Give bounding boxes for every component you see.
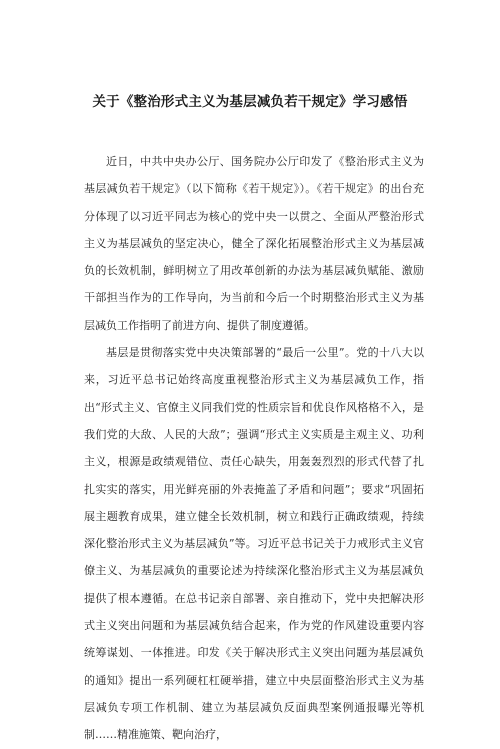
document-title: 关于《整治形式主义为基层减负若干规定》学习感悟 [92,94,408,110]
paragraph-1: 近日，中共中央办公厅、国务院办公厅印发了《整治形式主义为基层减负若干规定》（以下简称《若干规定》）。《若干规定》的出台充分体现了以习近平同志为核心的党中央一以贯之、全面从严整治形式主义为基层减负的坚定决心，健全了深化拓展整治形式主义为基层减负的长效机制，鲜明树立了用改革创新的办法为基层减负赋能、激励干部担当作为的工作导向，为当前和今后一个时期整治形式主义为基层减负工作指明了前进方向、提供了制度遵循。 [84,155,424,332]
document-body [84,148,424,749]
paragraph-2: 基层是贯彻落实党中央决策部署的“最后一公里”。党的十八大以来，习近平总书记始终高度重视整治形式主义为基层减负工作，指出“形式主义、官僚主义同我们党的性质宗旨和优良作风格格不入，是我们党的大敌、人民的大敌”；强调“形式主义实质是主观主义、功利主义，根源是政绩观错位、责任心缺失，用轰轰烈烈的形式代替了扎扎实实的落实，用光鲜亮丽的外表掩盖了矛盾和问题”；要求“巩固拓展主题教育成果，建立健全长效机制，树立和践行正确政绩观，持续深化整治形式主义为基层减负”等。习近平总书记关于力戒形式主义官僚主义、为基层减负的重要论述为持续深化整治形式主义为基层减负提供了根本遵循。在总书记亲自部署、亲自推动下，党中央把解决形式主义突出问题和为基层减负结合起来，作为党的作风建设重要内容统筹谋划、一体推进。印发《关于解决形式主义突出问题为基层减负的通知》提出一系列硬杠杠硬举措，建立中央层面整治形式主义为基层减负专项工作机制、建立为基层减负反面典型案例通报曝光等机制……精准施策、靶向治疗， [84,346,424,742]
